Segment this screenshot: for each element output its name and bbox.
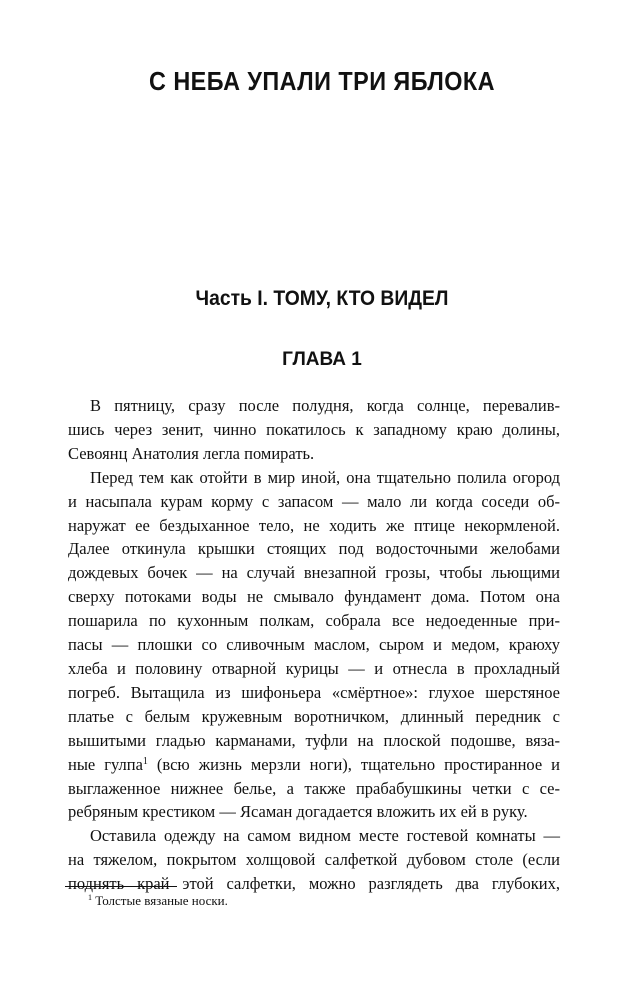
text-line: хлеба и половину отварной курицы — и отнесла в прохладный: [68, 658, 560, 678]
text-line-with-footnote: [68, 753, 560, 777]
footnote: [88, 893, 228, 909]
text-line: поднять край этой салфетки, можно разглядеть два глубоких,: [68, 874, 560, 894]
part-title: Часть I. ТОМУ, КТО ВИДЕЛ: [195, 287, 449, 310]
paragraph-1: [68, 394, 560, 466]
text-line: шись через зенит, чинно покатилось к западному краю долины,: [68, 419, 560, 439]
text-line: Оставила одежду на самом видном месте гостевой комнаты —: [90, 826, 560, 846]
text-line: погреб. Вытащила из шифоньера «смёртное»: глухое шерстяное: [68, 682, 560, 702]
text-line: платье с белым кружевным воротничком, длинный передник с: [68, 706, 560, 726]
text-line: сверху потоками воды не смывало фундамент дома. Потом она: [68, 587, 560, 607]
chapter-title: ГЛАВА 1: [282, 349, 362, 370]
footnote-ref: 1: [142, 755, 148, 767]
text-line: пошарила по кухонным полкам, собрала все недоеденные при-: [68, 611, 560, 631]
text-line: ребряным крестиком — Ясаман догадается вложить их ей в руку.: [68, 802, 528, 822]
footnote-number: 1: [88, 893, 92, 902]
text-line: наружат ее бездыханное тело, не ходить же птице некормленой.: [68, 515, 560, 535]
text-fragment: (всю жизнь мерзли ноги), тщательно простиранное и: [147, 754, 561, 774]
paragraph-2: [68, 466, 561, 825]
text-line: Перед тем как отойти в мир иной, она тщательно полила огород: [90, 467, 560, 487]
text-line: Севоянц Анатолия легла помирать.: [68, 443, 315, 463]
text-line: пасы — плошки со сливочным маслом, сыром и медом, краюху: [68, 635, 560, 655]
text-line: выглаженное нижнее белье, а также прабабушкины четки с се-: [68, 778, 560, 798]
text-line: на тяжелом, покрытом холщовой салфеткой дубовом столе (если: [68, 850, 560, 870]
text-line: и насыпала курам корму с запасом — мало ли когда соседи об-: [68, 491, 560, 511]
chapter-body: [68, 394, 561, 896]
text-line: вышитыми гладью карманами, туфли на плоской подошве, вяза-: [68, 730, 560, 750]
text-fragment: ные гулпа: [68, 754, 143, 774]
footnote-text: Толстые вязаные носки.: [95, 893, 228, 908]
footnote-divider: [65, 886, 177, 887]
text-line: дождевых бочек — на случай внезапной грозы, чтобы льющими: [68, 563, 560, 583]
text-line: В пятницу, сразу после полудня, когда солнце, перевалив-: [90, 396, 560, 415]
book-title: С НЕБА УПАЛИ ТРИ ЯБЛОКА: [149, 66, 495, 96]
text-line: Далее откинула крышки стоящих под водосточными желобами: [68, 539, 560, 559]
